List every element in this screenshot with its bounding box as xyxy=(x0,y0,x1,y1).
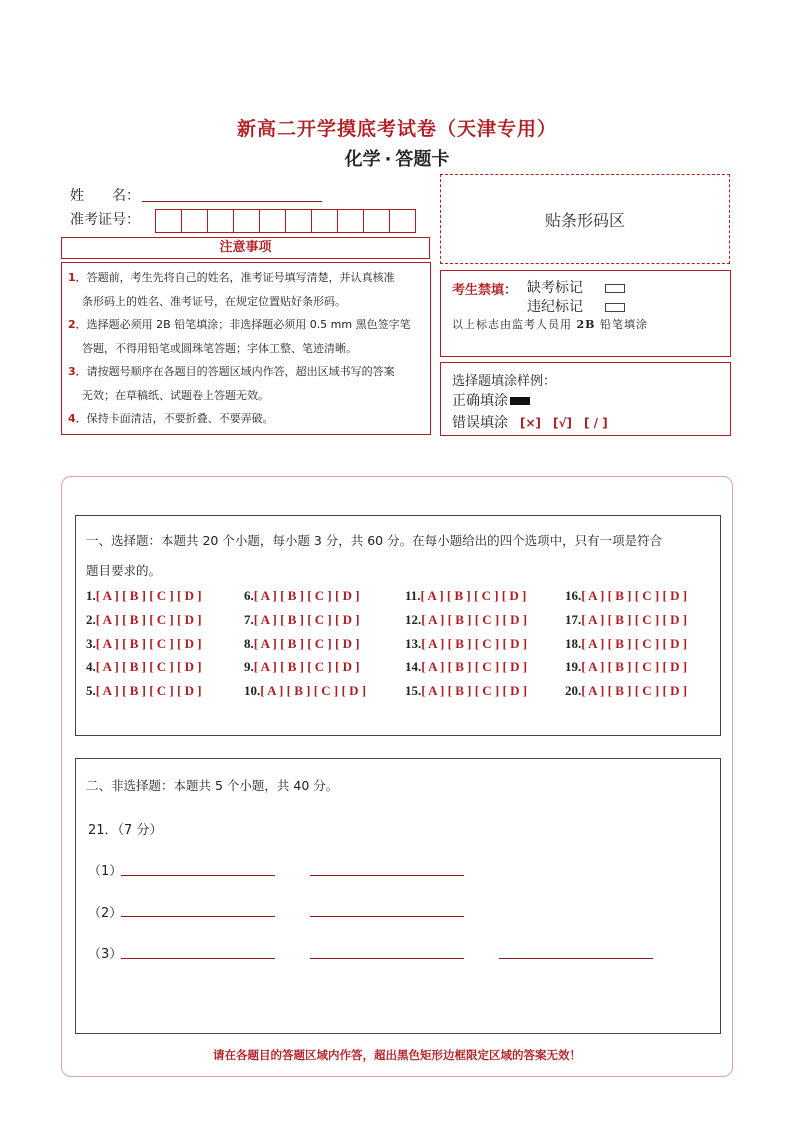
choice-question[interactable] xyxy=(244,636,360,652)
footer-warning: 请在各题目的答题区域内作答，超出黑色矩形边框限定区域的答案无效！ xyxy=(213,1048,581,1062)
correct-fill-row xyxy=(452,390,530,410)
choice-question-number: 17. xyxy=(565,612,582,627)
wrong-fill-label: 错误填涂 xyxy=(452,415,508,431)
barcode-label: 贴条形码区 xyxy=(544,210,625,230)
choice-question[interactable] xyxy=(405,659,527,675)
choice-question[interactable] xyxy=(86,612,202,628)
notice-item-number: 1． xyxy=(68,271,87,284)
choice-options[interactable]: [ A ] [ B ] [ C ] [ D ] xyxy=(421,636,528,651)
sub-question-2-label: （2） xyxy=(88,906,123,921)
choice-question-number: 3. xyxy=(86,636,96,651)
choice-question-number: 5. xyxy=(86,683,96,698)
filled-bubble-icon xyxy=(510,397,530,405)
choice-question[interactable] xyxy=(405,588,526,604)
notice-body xyxy=(61,262,431,435)
exam-id-digit-box[interactable] xyxy=(181,209,208,233)
exam-id-digit-box[interactable] xyxy=(259,209,286,233)
exam-id-boxes[interactable] xyxy=(155,209,415,233)
proctor-note-prefix: 以上标志由监考人员用 xyxy=(452,318,572,331)
choice-question[interactable] xyxy=(565,659,687,675)
absent-mark-row xyxy=(527,277,625,297)
notice-item-text: 请按题号顺序在各题目的答题区域内作答，超出区域书写的答案 xyxy=(86,365,395,378)
name-label: 姓 名： xyxy=(70,188,140,204)
choice-options[interactable]: [ A ] [ B ] [ C ] [ D ] xyxy=(260,683,367,698)
choice-question-number: 9. xyxy=(244,659,254,674)
sub-question-1-label: （1） xyxy=(88,864,123,879)
exam-id-label: 准考证号： xyxy=(70,212,140,228)
answer-line[interactable] xyxy=(310,958,464,959)
choice-question-number: 19. xyxy=(565,659,582,674)
notice-item-continued: 条形码上的姓名、准考证号，在规定位置贴好条形码。 xyxy=(82,294,346,308)
choice-question-number: 7. xyxy=(244,612,254,627)
choice-options[interactable]: [ A ] [ B ] [ C ] [ D ] xyxy=(421,659,528,674)
choice-question[interactable] xyxy=(244,683,366,699)
multiple-choice-heading-line: 一、选择题：本题共 20 个小题，每小题 3 分，共 60 分。在每小题给出的四个选项中，只有一项是符合 xyxy=(86,533,663,548)
choice-options[interactable]: [ A ] [ B ] [ C ] [ D ] xyxy=(581,612,688,627)
choice-question-number: 4. xyxy=(86,659,96,674)
choice-options[interactable]: [ A ] [ B ] [ C ] [ D ] xyxy=(95,659,202,674)
choice-options[interactable]: [ A ] [ B ] [ C ] [ D ] xyxy=(253,636,360,651)
exam-id-digit-box[interactable] xyxy=(207,209,234,233)
choice-question[interactable] xyxy=(565,683,687,699)
correct-fill-label: 正确填涂 xyxy=(452,393,508,409)
choice-question-number: 2. xyxy=(86,612,96,627)
notice-item xyxy=(68,266,424,290)
answer-line[interactable] xyxy=(499,958,653,959)
choice-question-number: 10. xyxy=(244,683,261,698)
choice-options[interactable]: [ A ] [ B ] [ C ] [ D ] xyxy=(581,659,688,674)
choice-question-number: 16. xyxy=(565,588,582,603)
choice-question-number: 14. xyxy=(405,659,422,674)
choice-question[interactable] xyxy=(405,683,527,699)
sub-question-3-label: （3） xyxy=(88,947,123,962)
answer-line[interactable] xyxy=(121,875,275,876)
violation-mark-row xyxy=(527,296,625,316)
card-label: 答题卡 xyxy=(395,149,450,170)
choice-question[interactable] xyxy=(86,659,202,675)
choice-options[interactable]: [ A ] [ B ] [ C ] [ D ] xyxy=(95,588,202,603)
choice-question-number: 11. xyxy=(405,588,421,603)
answer-line[interactable] xyxy=(121,916,275,917)
violation-mark-checkbox[interactable] xyxy=(605,303,625,312)
choice-question[interactable] xyxy=(86,683,202,699)
choice-options[interactable]: [ A ] [ B ] [ C ] [ D ] xyxy=(421,683,528,698)
forbidden-fill-box xyxy=(440,270,731,357)
choice-options[interactable]: [ A ] [ B ] [ C ] [ D ] xyxy=(95,683,202,698)
choice-question[interactable] xyxy=(244,659,360,675)
exam-id-digit-box[interactable] xyxy=(363,209,390,233)
exam-id-digit-box[interactable] xyxy=(389,209,416,233)
free-response-heading: 二、非选择题：本题共 5 个小题，共 40 分。 xyxy=(86,778,339,793)
choice-options[interactable]: [ A ] [ B ] [ C ] [ D ] xyxy=(421,612,528,627)
choice-options[interactable]: [ A ] [ B ] [ C ] [ D ] xyxy=(581,683,688,698)
absent-mark-checkbox[interactable] xyxy=(605,284,625,293)
notice-item-number: 4． xyxy=(68,412,87,425)
notice-heading: 注意事项 xyxy=(61,237,430,259)
free-response-section xyxy=(75,758,721,1034)
choice-question-number: 20. xyxy=(565,683,582,698)
absent-mark-label: 缺考标记 xyxy=(527,280,583,296)
answer-line[interactable] xyxy=(121,958,275,959)
choice-question-number: 6. xyxy=(244,588,254,603)
barcode-area xyxy=(440,174,730,264)
exam-id-digit-box[interactable] xyxy=(337,209,364,233)
card-subtitle xyxy=(0,145,794,171)
choice-question[interactable] xyxy=(86,636,202,652)
name-field[interactable] xyxy=(142,201,322,202)
choice-question-number: 12. xyxy=(405,612,422,627)
question-21-label: 21．（7 分） xyxy=(88,823,163,838)
choice-options[interactable]: [ A ] [ B ] [ C ] [ D ] xyxy=(95,612,202,627)
choice-question-number: 13. xyxy=(405,636,422,651)
forbidden-label: 考生禁填： xyxy=(452,283,518,298)
choice-options[interactable]: [ A ] [ B ] [ C ] [ D ] xyxy=(420,588,527,603)
fill-sample-label: 选择题填涂样例： xyxy=(452,374,557,389)
choice-question-number: 1. xyxy=(86,588,96,603)
notice-item-text: 保持卡面清洁，不要折叠、不要弄破。 xyxy=(86,412,274,425)
choice-question-number: 18. xyxy=(565,636,582,651)
notice-item xyxy=(68,360,424,384)
choice-question[interactable] xyxy=(405,612,527,628)
proctor-note-pencil: 2B xyxy=(576,318,596,331)
notice-item xyxy=(68,407,424,431)
notice-item-number: 3． xyxy=(68,365,87,378)
fill-sample-box xyxy=(440,362,731,436)
exam-title: 新高二开学摸底考试卷（天津专用） xyxy=(236,118,557,140)
exam-id-digit-box[interactable] xyxy=(233,209,260,233)
choice-question[interactable] xyxy=(565,588,687,604)
choice-question[interactable] xyxy=(244,588,360,604)
exam-id-digit-box[interactable] xyxy=(155,209,182,233)
multiple-choice-section xyxy=(75,515,721,736)
proctor-note-suffix: 铅笔填涂 xyxy=(599,318,648,331)
choice-options[interactable]: [ A ] [ B ] [ C ] [ D ] xyxy=(95,636,202,651)
notice-item xyxy=(68,313,424,337)
wrong-fill-row xyxy=(452,412,608,432)
answer-line[interactable] xyxy=(310,916,464,917)
choice-options[interactable]: [ A ] [ B ] [ C ] [ D ] xyxy=(253,659,360,674)
choice-options[interactable]: [ A ] [ B ] [ C ] [ D ] xyxy=(253,588,360,603)
subtitle-separator: · xyxy=(384,149,392,170)
choice-question-number: 15. xyxy=(405,683,422,698)
choice-question[interactable] xyxy=(565,612,687,628)
exam-id-digit-box[interactable] xyxy=(285,209,312,233)
violation-mark-label: 违纪标记 xyxy=(527,299,583,315)
answer-line[interactable] xyxy=(310,875,464,876)
notice-item-text: 选择题必须用 2B 铅笔填涂；非选择题必须用 0.5 mm 黑色签字笔 xyxy=(86,318,411,331)
choice-question[interactable] xyxy=(405,636,527,652)
notice-item-continued: 无效；在草稿纸、试题卷上答题无效。 xyxy=(82,388,269,402)
choice-question-number: 8. xyxy=(244,636,254,651)
proctor-note xyxy=(452,316,648,332)
choice-question[interactable] xyxy=(244,612,360,628)
choice-options[interactable]: [ A ] [ B ] [ C ] [ D ] xyxy=(581,588,688,603)
notice-item-number: 2． xyxy=(68,318,87,331)
wrong-fill-marks: [×] [√] [ / ] xyxy=(520,416,608,430)
notice-item-continued: 答题，不得用铅笔或圆珠笔答题；字体工整、笔迹清晰。 xyxy=(82,341,357,355)
choice-options[interactable]: [ A ] [ B ] [ C ] [ D ] xyxy=(581,636,688,651)
subject-label: 化学 xyxy=(344,149,381,170)
choice-question[interactable] xyxy=(86,588,202,604)
multiple-choice-heading xyxy=(86,526,710,586)
choice-question[interactable] xyxy=(565,636,687,652)
multiple-choice-heading-line: 题目要求的。 xyxy=(86,563,162,578)
notice-item-text: 答题前，考生先将自己的姓名，准考证号填写清楚，并认真核准 xyxy=(86,271,395,284)
exam-id-digit-box[interactable] xyxy=(311,209,338,233)
choice-options[interactable]: [ A ] [ B ] [ C ] [ D ] xyxy=(253,612,360,627)
